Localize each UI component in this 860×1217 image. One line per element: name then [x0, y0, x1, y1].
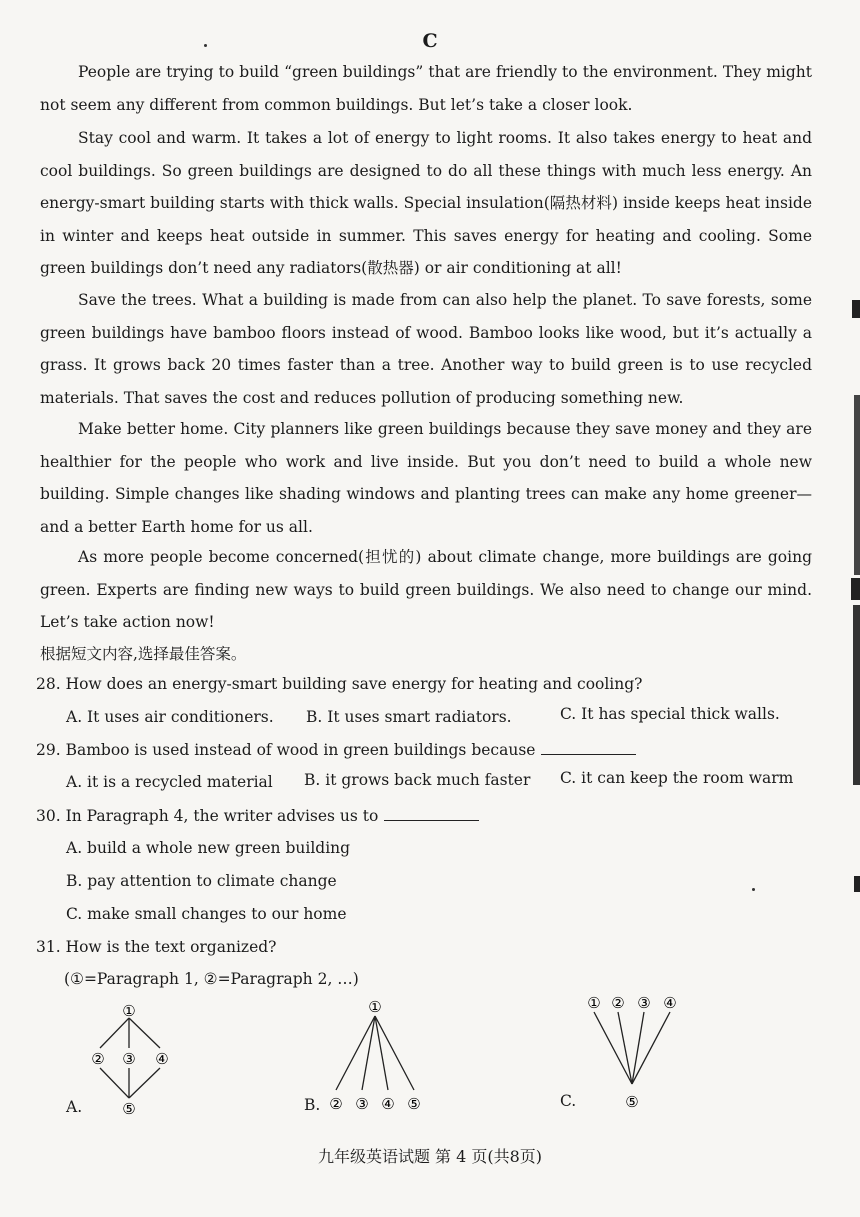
q31-option-b-diagram[interactable] — [320, 994, 430, 1116]
question-29 — [36, 740, 636, 759]
answer-blank — [541, 740, 636, 755]
diagram-node-1: ① — [587, 994, 601, 1012]
q31-option-a-label[interactable]: A. — [66, 1098, 83, 1116]
q28-option-b[interactable]: B. It uses smart radiators. — [306, 708, 512, 726]
paragraph-2: Stay cool and warm. It takes a lot of energy to light rooms. It also takes energy to heat and cool buildings. So green buildings are designed to do all these things with much less energy. An energy-smart building starts with thick walls. Special insulation(隔热材料) inside keeps heat inside in winter and keeps heat outside in summer. This saves energy for heating and cooling. Some green buildings don’t need any radiators(散热器) or air conditioning at all! — [40, 129, 812, 277]
answer-blank — [384, 806, 479, 821]
diagram-node-5: ⑤ — [625, 1093, 639, 1111]
scan-speck — [752, 888, 755, 891]
diagram-node-3: ③ — [355, 1095, 369, 1113]
diagram-edge — [594, 1012, 632, 1084]
paragraph-5: As more people become concerned(担忧的) about climate change, more buildings are going green. Experts are finding new ways to build green buildings. We also need to change our mind. Let’s take action now! — [40, 548, 812, 631]
diagram-node-2: ② — [611, 994, 625, 1012]
diagram-node-4: ④ — [155, 1050, 169, 1068]
edge-artifact — [851, 578, 860, 600]
diagram-node-5: ⑤ — [122, 1100, 136, 1118]
diagram-edge — [100, 1018, 129, 1048]
q30-option-a[interactable]: A. build a whole new green building — [66, 839, 351, 857]
scan-speck — [204, 44, 207, 47]
diagram-node-1: ① — [122, 1002, 136, 1020]
diagram-node-5: ⑤ — [407, 1095, 421, 1113]
paragraph-3: Save the trees. What a building is made from can also help the planet. To save forests, some green buildings have bamboo floors instead of wood. Bamboo looks like wood, but it’s actually a grass. It grows back 20 times faster than a tree. Another way to build green is to use recycled materials. That saves the cost and reduces pollution of producing something new. — [40, 291, 812, 407]
instruction: 根据短文内容,选择最佳答案。 — [40, 645, 247, 663]
diagram-edge — [100, 1068, 129, 1098]
section-letter: C — [422, 30, 438, 52]
diagram-node-2: ② — [91, 1050, 105, 1068]
q31-option-c-label[interactable]: C. — [560, 1092, 577, 1110]
q28-option-c[interactable]: C. It has special thick walls. — [560, 705, 780, 723]
page-footer: 九年级英语试题 第 4 页(共8页) — [317, 1147, 543, 1166]
diagram-node-1: ① — [368, 998, 382, 1016]
q30-option-b[interactable]: B. pay attention to climate change — [66, 872, 337, 890]
q28-option-a[interactable]: A. It uses air conditioners. — [66, 708, 274, 726]
paragraph-1: People are trying to build “green buildings” that are friendly to the environment. They might not seem any different from common buildings. But let’s take a closer look. — [40, 63, 812, 114]
edge-artifact — [854, 395, 860, 575]
diagram-node-3: ③ — [122, 1050, 136, 1068]
diagram-node-4: ④ — [381, 1095, 395, 1113]
question-31-stem: 31. How is the text organized? — [36, 938, 277, 956]
paragraph-4: Make better home. City planners like green buildings because they save money and they are healthier for the people who work and live inside. But you don’t need to build a whole new building. Simple changes like shading windows and planting trees can make any home greener—and a better Earth home for us all. — [40, 420, 812, 536]
question-30-stem: 30. In Paragraph 4, the writer advises us to — [36, 807, 379, 825]
question-30 — [36, 806, 479, 825]
diagram-edge — [129, 1068, 160, 1098]
q29-option-c[interactable]: C. it can keep the room warm — [560, 769, 794, 787]
q31-option-b-label[interactable]: B. — [304, 1096, 321, 1114]
diagram-node-2: ② — [329, 1095, 343, 1113]
question-28-stem: 28. How does an energy-smart building save energy for heating and cooling? — [36, 675, 643, 693]
q30-option-c[interactable]: C. make small changes to our home — [66, 905, 347, 923]
diagram-edge — [618, 1012, 632, 1084]
q29-option-a[interactable]: A. it is a recycled material — [66, 773, 273, 791]
question-29-stem: 29. Bamboo is used instead of wood in green buildings because — [36, 741, 536, 759]
edge-artifact — [853, 605, 860, 785]
diagram-node-4: ④ — [663, 994, 677, 1012]
edge-artifact — [854, 876, 860, 892]
diagram-edge — [129, 1018, 160, 1048]
q31-option-c-diagram[interactable] — [580, 990, 690, 1112]
q29-option-b[interactable]: B. it grows back much faster — [304, 771, 531, 789]
edge-artifact — [852, 300, 860, 318]
q31-option-a-diagram[interactable] — [80, 998, 180, 1120]
diagram-node-3: ③ — [637, 994, 651, 1012]
q31-legend: (①=Paragraph 1, ②=Paragraph 2, …) — [64, 970, 359, 988]
